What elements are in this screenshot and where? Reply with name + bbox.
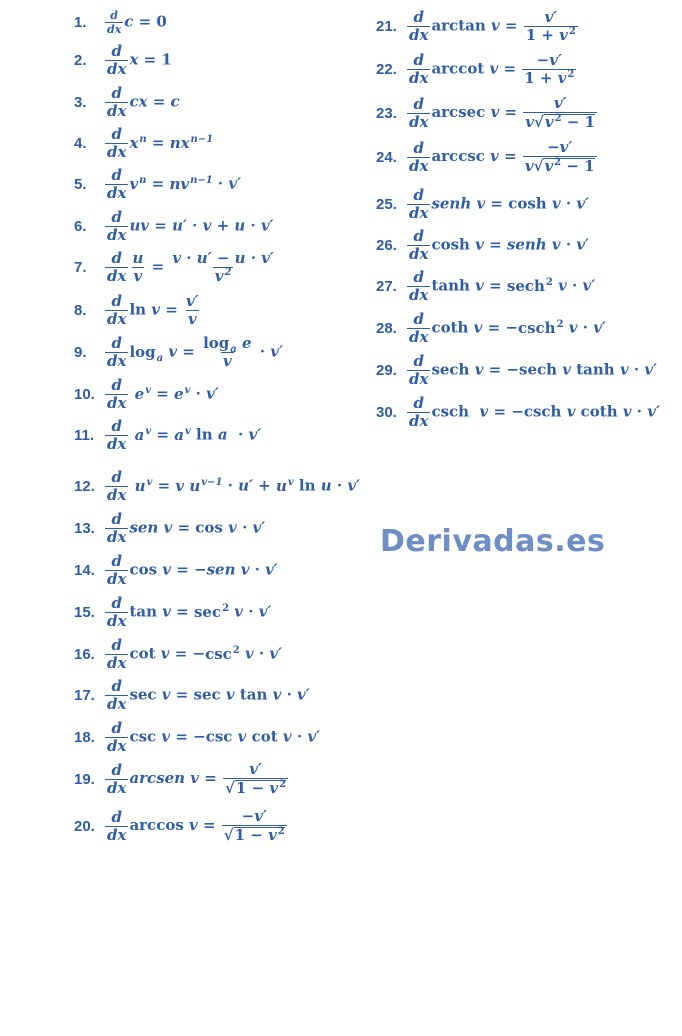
formula-row (74, 638, 282, 671)
formula-expression: $\frac{d}{dx}$ coth v = −csch$^2$ v · v′ (409, 310, 606, 346)
formula-expression: $\frac{d}{dx}$ senh v = cosh v · v′ (409, 186, 589, 222)
formula-expression: $\frac{d}{dx}$ $x^n = nx^{n-1}$ (107, 125, 214, 161)
formula-row (74, 210, 274, 243)
formula-number: 8. (74, 302, 87, 319)
formula-expression: $\frac{d}{dx}$ sec v = sec v tan v · v′ (107, 677, 310, 713)
formula-expression: $\frac{d}{dx}$ cx = c (107, 84, 180, 120)
formula-expression: $\frac{d}{dx}$ tanh v = sech$^2$ v · v′ (409, 268, 596, 304)
formula-row (376, 229, 589, 262)
formula-row (376, 96, 598, 130)
formula-expression: $\frac{d}{dx}$ csch v = −csch v coth v · v′ (409, 394, 660, 430)
formula-expression: $\frac{d}{dx}$ arctan v = $\frac{v'}{1 + v^2}$ (409, 8, 576, 44)
formula-number: 5. (74, 176, 87, 193)
formula-expression: $\frac{d}{dx}$ x = 1 (107, 42, 172, 78)
formula-number: 19. (74, 770, 95, 788)
formula-row (74, 512, 265, 545)
formula-row (74, 679, 310, 712)
formula-expression: $\frac{d}{dx}$ arccot v = $\frac{-v'}{1 + v^2}$ (409, 51, 575, 87)
formula-number: 30. (376, 404, 397, 421)
formula-expression: $\frac{d}{dx}$ csc v = −csc v cot v · v′ (107, 719, 320, 755)
formula-row (74, 419, 261, 452)
formula-expression: $\frac{d}{dx}$ $\tan v = \sec^2 v \cdot v'$ (107, 594, 272, 630)
formula-row (74, 336, 283, 369)
brand-logo-text: Derivadas.es (380, 524, 606, 559)
formula-expression: $\frac{d}{dx}$ arcsec v = $\frac{v'}{v√v^2 - 1}$ (409, 94, 596, 131)
formula-number: 3. (74, 94, 87, 111)
formula-row (74, 44, 172, 77)
formula-expression: $\frac{d}{dx}$ uv = u′ · v + u · v′ (107, 208, 274, 244)
formula-row (376, 10, 579, 43)
formula-row (74, 127, 213, 160)
formula-row (376, 140, 598, 174)
formula-expression: $\frac{d}{dx}$ arcsen v = $\frac{v'}{√1 - v^2}$ (107, 760, 287, 797)
formula-expression: $\frac{d}{dx}$ ln v = $\frac{v'}{v}$ (107, 292, 199, 328)
formula-number: 1. (74, 14, 87, 31)
formula-number: 6. (74, 218, 87, 235)
formula-number: 24. (376, 148, 397, 166)
formula-row (376, 188, 589, 221)
formula-number: 18. (74, 729, 95, 746)
formula-expression: $\frac{d}{dx}$ $\cot v = -\csc^2$ v · v′ (107, 636, 283, 672)
formula-expression: $\frac{d}{dx}$ $e^v = e^v \cdot v'$ (107, 376, 219, 412)
formula-number: 15. (74, 604, 95, 621)
formula-row (74, 762, 289, 796)
formula-row (74, 378, 219, 411)
formula-number: 14. (74, 562, 95, 579)
formula-expression: $\frac{d}{dx}$ arccsc v = $\frac{-v'}{v√v^2 - 1}$ (409, 138, 595, 175)
formula-expression: $\frac{d}{dx}$ $\frac{u}{v}$ = $\frac{v \cdot u' - u \cdot v'}{v^2}$ (107, 249, 274, 285)
formula-number: 23. (376, 104, 397, 122)
formula-number: 29. (376, 362, 397, 379)
formula-number: 2. (74, 52, 87, 69)
formula-row (74, 251, 277, 284)
formula-row (74, 168, 241, 201)
formula-number: 22. (376, 61, 397, 78)
formula-number: 26. (376, 237, 397, 254)
formula-expression: $\frac{d}{dx}$ c = 0 (107, 9, 167, 36)
formula-row (376, 396, 660, 429)
formula-number: 7. (74, 259, 87, 276)
formula-row (376, 53, 577, 86)
formula-number: 10. (74, 386, 95, 403)
formula-expression: $\frac{d}{dx}$ cosh v = senh v · v′ (409, 227, 589, 263)
formula-row (74, 86, 180, 119)
formula-expression: $\frac{d}{dx}$ $\log_a v$ = $\frac{\log_a e}{v}$ · v′ (107, 334, 283, 370)
formula-row (74, 554, 278, 587)
formula-expression: $\frac{d}{dx}$ sen v = cos v · v′ (107, 510, 266, 546)
formula-row (74, 596, 271, 629)
formula-row (376, 270, 595, 303)
formula-number: 21. (376, 18, 397, 35)
formula-expression: $\frac{d}{dx}$ $a^v = a^v$ ln a · v′ (107, 417, 262, 453)
formula-row (74, 294, 202, 327)
formula-number: 11. (74, 427, 95, 444)
formula-number: 25. (376, 196, 397, 213)
formula-expression: $\frac{d}{dx}$ sech v = −sech v tanh v · v′ (409, 352, 657, 388)
formula-number: 17. (74, 687, 95, 704)
formula-number: 20. (74, 817, 95, 835)
formula-expression: $\frac{d}{dx}$ cos v = −sen v · v′ (107, 552, 278, 588)
formula-row (74, 470, 360, 503)
formula-row (74, 809, 288, 843)
formula-row (376, 354, 657, 387)
formula-number: 4. (74, 135, 87, 152)
formula-number: 16. (74, 646, 95, 663)
formula-expression: $\frac{d}{dx}$ $u^v = v$ $u^{v-1} \cdot u' + u^v$ ln u · v′ (107, 468, 361, 504)
formula-number: 13. (74, 520, 95, 537)
formula-row (376, 312, 606, 345)
formula-number: 28. (376, 320, 397, 337)
formula-number: 12. (74, 478, 95, 495)
formula-expression: $\frac{d}{dx}$ arccos v = $\frac{-v'}{√1 - v^2}$ (107, 807, 285, 844)
formula-row (74, 721, 320, 754)
formula-row (74, 10, 167, 35)
formula-expression: $\frac{d}{dx}$ $v^n = nv^{n-1} \cdot v'$ (107, 166, 242, 202)
formula-number: 27. (376, 278, 397, 295)
formula-number: 9. (74, 344, 87, 361)
